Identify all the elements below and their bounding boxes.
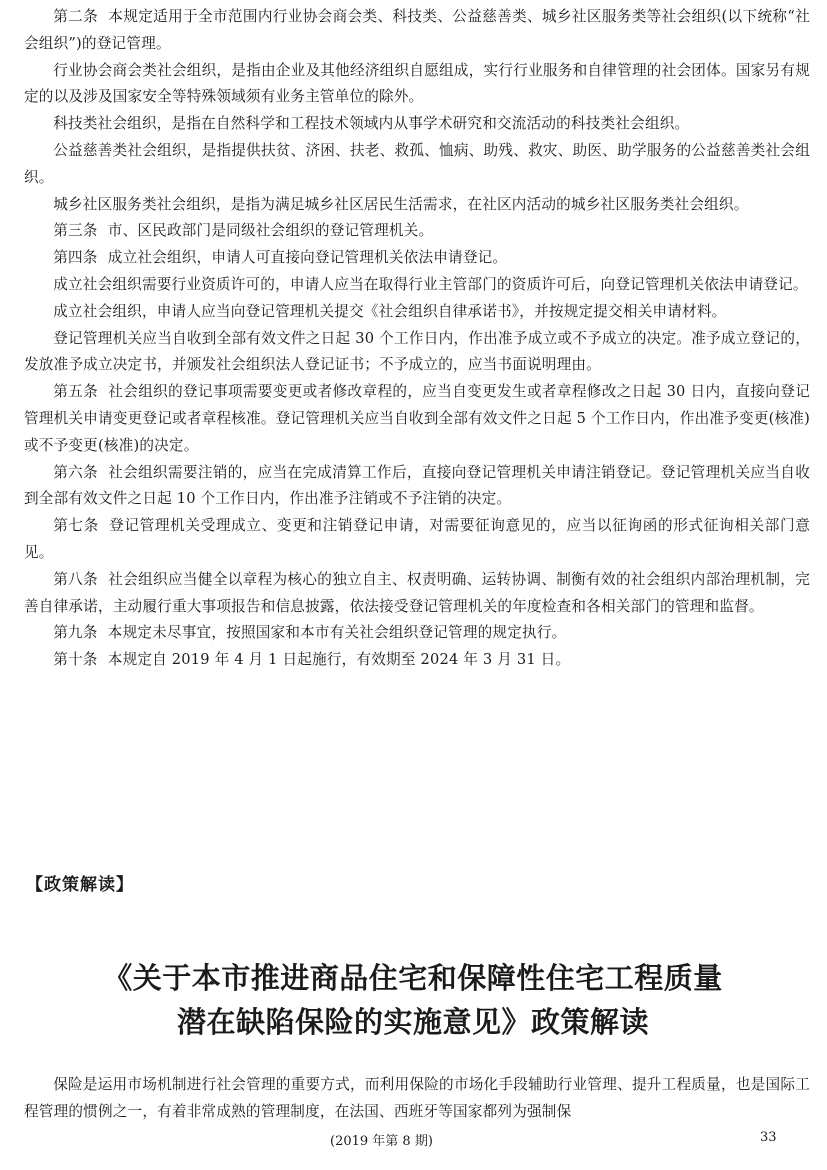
- article-text: 市、区民政部门是同级社会组织的登记管理机关。: [107, 222, 434, 240]
- issue-label: (2019 年第 8 期): [330, 1134, 433, 1149]
- article-text: 城乡社区服务类社会组织，是指为满足城乡社区居民生活需求，在社区内活动的城乡社区服务类社会组织。: [53, 195, 749, 213]
- article-number: 第四条: [53, 249, 98, 267]
- article-paragraph: [24, 379, 810, 459]
- page-title: [20, 956, 806, 1044]
- article-paragraph: [24, 272, 810, 299]
- article-paragraph: [24, 138, 810, 192]
- article-paragraph: [24, 192, 810, 219]
- article-text: 成立社会组织，申请人应当向登记管理机关提交《社会组织自律承诺书》，并按规定提交相关申请材料。: [53, 302, 727, 320]
- article-text: 本规定适用于全市范围内行业协会商会类、科技类、公益慈善类、城乡社区服务类等社会组织(以下统称“社会组织”)的登记管理。: [24, 8, 810, 52]
- article-paragraph: [24, 218, 810, 245]
- article-paragraph: [24, 326, 810, 380]
- article-paragraph: [24, 647, 810, 674]
- article-paragraph: [24, 620, 810, 647]
- article-number: 第六条: [53, 463, 98, 481]
- page-number: 33: [760, 1130, 777, 1145]
- article-text: 成立社会组织需要行业资质许可的，申请人应当在取得行业主管部门的资质许可后，向登记管理机关依法申请登记。: [53, 275, 808, 293]
- article-paragraph: [24, 513, 810, 567]
- article-paragraph: [24, 460, 810, 514]
- title-line: 潜在缺陷保险的实施意见》政策解读: [176, 1005, 649, 1039]
- article-text: 社会组织需要注销的，应当在完成清算工作后，直接向登记管理机关申请注销登记。登记管理机关应当自收到全部有效文件之日起 10 个工作日内，作出准予注销或不予注销的决定。: [24, 463, 810, 508]
- article-text: 行业协会商会类社会组织，是指由企业及其他经济组织自愿组成，实行行业服务和自律管理的社会团体。国家另有规定的以及涉及国家安全等特殊领域须有业务主管单位的除外。: [24, 61, 810, 106]
- article-number: 第七条: [53, 517, 99, 535]
- intro-section: [24, 1072, 810, 1126]
- section-tag: 【政策解读】: [26, 875, 134, 895]
- article-paragraph: [24, 567, 810, 621]
- article-text: 成立社会组织，申请人可直接向登记管理机关依法申请登记。: [107, 249, 508, 267]
- article-paragraph: [24, 4, 810, 58]
- article-number: 第九条: [53, 624, 98, 642]
- regulation-articles: [24, 4, 810, 674]
- article-text: 社会组织应当健全以章程为核心的独立自主、权责明确、运转协调、制衡有效的社会组织内部治理机制，完善自律承诺，主动履行重大事项报告和信息披露，依法接受登记管理机关的年度检查和各相关部门的管理和监督。: [24, 570, 810, 615]
- article-paragraph: [24, 245, 810, 272]
- article-text: 公益慈善类社会组织，是指提供扶贫、济困、扶老、救孤、恤病、助残、救灾、助医、助学服务的公益慈善类社会组织。: [24, 141, 810, 186]
- article-text: 登记管理机关受理成立、变更和注销登记申请，对需要征询意见的，应当以征询函的形式征询相关部门意见。: [24, 517, 810, 561]
- article-paragraph: [24, 111, 810, 138]
- article-text: 社会组织的登记事项需要变更或者修改章程的，应当自变更发生或者章程修改之日起 30 日内，直接向登记管理机关申请变更登记或者章程核准。登记管理机关应当自收到全部有效文件之日起 5 个工作日内，作出准予变更(核准)或不予变更(核准)的决定。: [24, 383, 811, 454]
- article-number: 第十条: [53, 651, 98, 669]
- article-text: 登记管理机关应当自收到全部有效文件之日起 30 个工作日内，作出准予成立或不予成立的决定。准予成立登记的，发放准予成立决定书，并颁发社会组织法人登记证书；不予成立的，应当书面说明理由。: [24, 329, 810, 374]
- article-number: 第二条: [53, 8, 99, 25]
- intro-paragraph: 保险是运用市场机制进行社会管理的重要方式，而利用保险的市场化手段辅助行业管理、提升工程质量，也是国际工程管理的惯例之一，有着非常成熟的管理制度，在法国、西班牙等国家都列为强制保: [24, 1076, 810, 1120]
- article-number: 第八条: [53, 570, 98, 588]
- article-text: 科技类社会组织，是指在自然科学和工程技术领域内从事学术研究和交流活动的科技类社会组织。: [53, 115, 690, 133]
- article-number: 第五条: [53, 383, 99, 401]
- article-number: 第三条: [53, 222, 98, 240]
- article-text: 本规定未尽事宜，按照国家和本市有关社会组织登记管理的规定执行。: [107, 624, 567, 642]
- article-paragraph: [24, 299, 810, 326]
- article-paragraph: [24, 58, 810, 112]
- title-line: 《关于本市推进商品住宅和保障性住宅工程质量: [103, 961, 723, 995]
- article-text: 本规定自 2019 年 4 月 1 日起施行，有效期至 2024 年 3 月 31 日。: [107, 651, 571, 669]
